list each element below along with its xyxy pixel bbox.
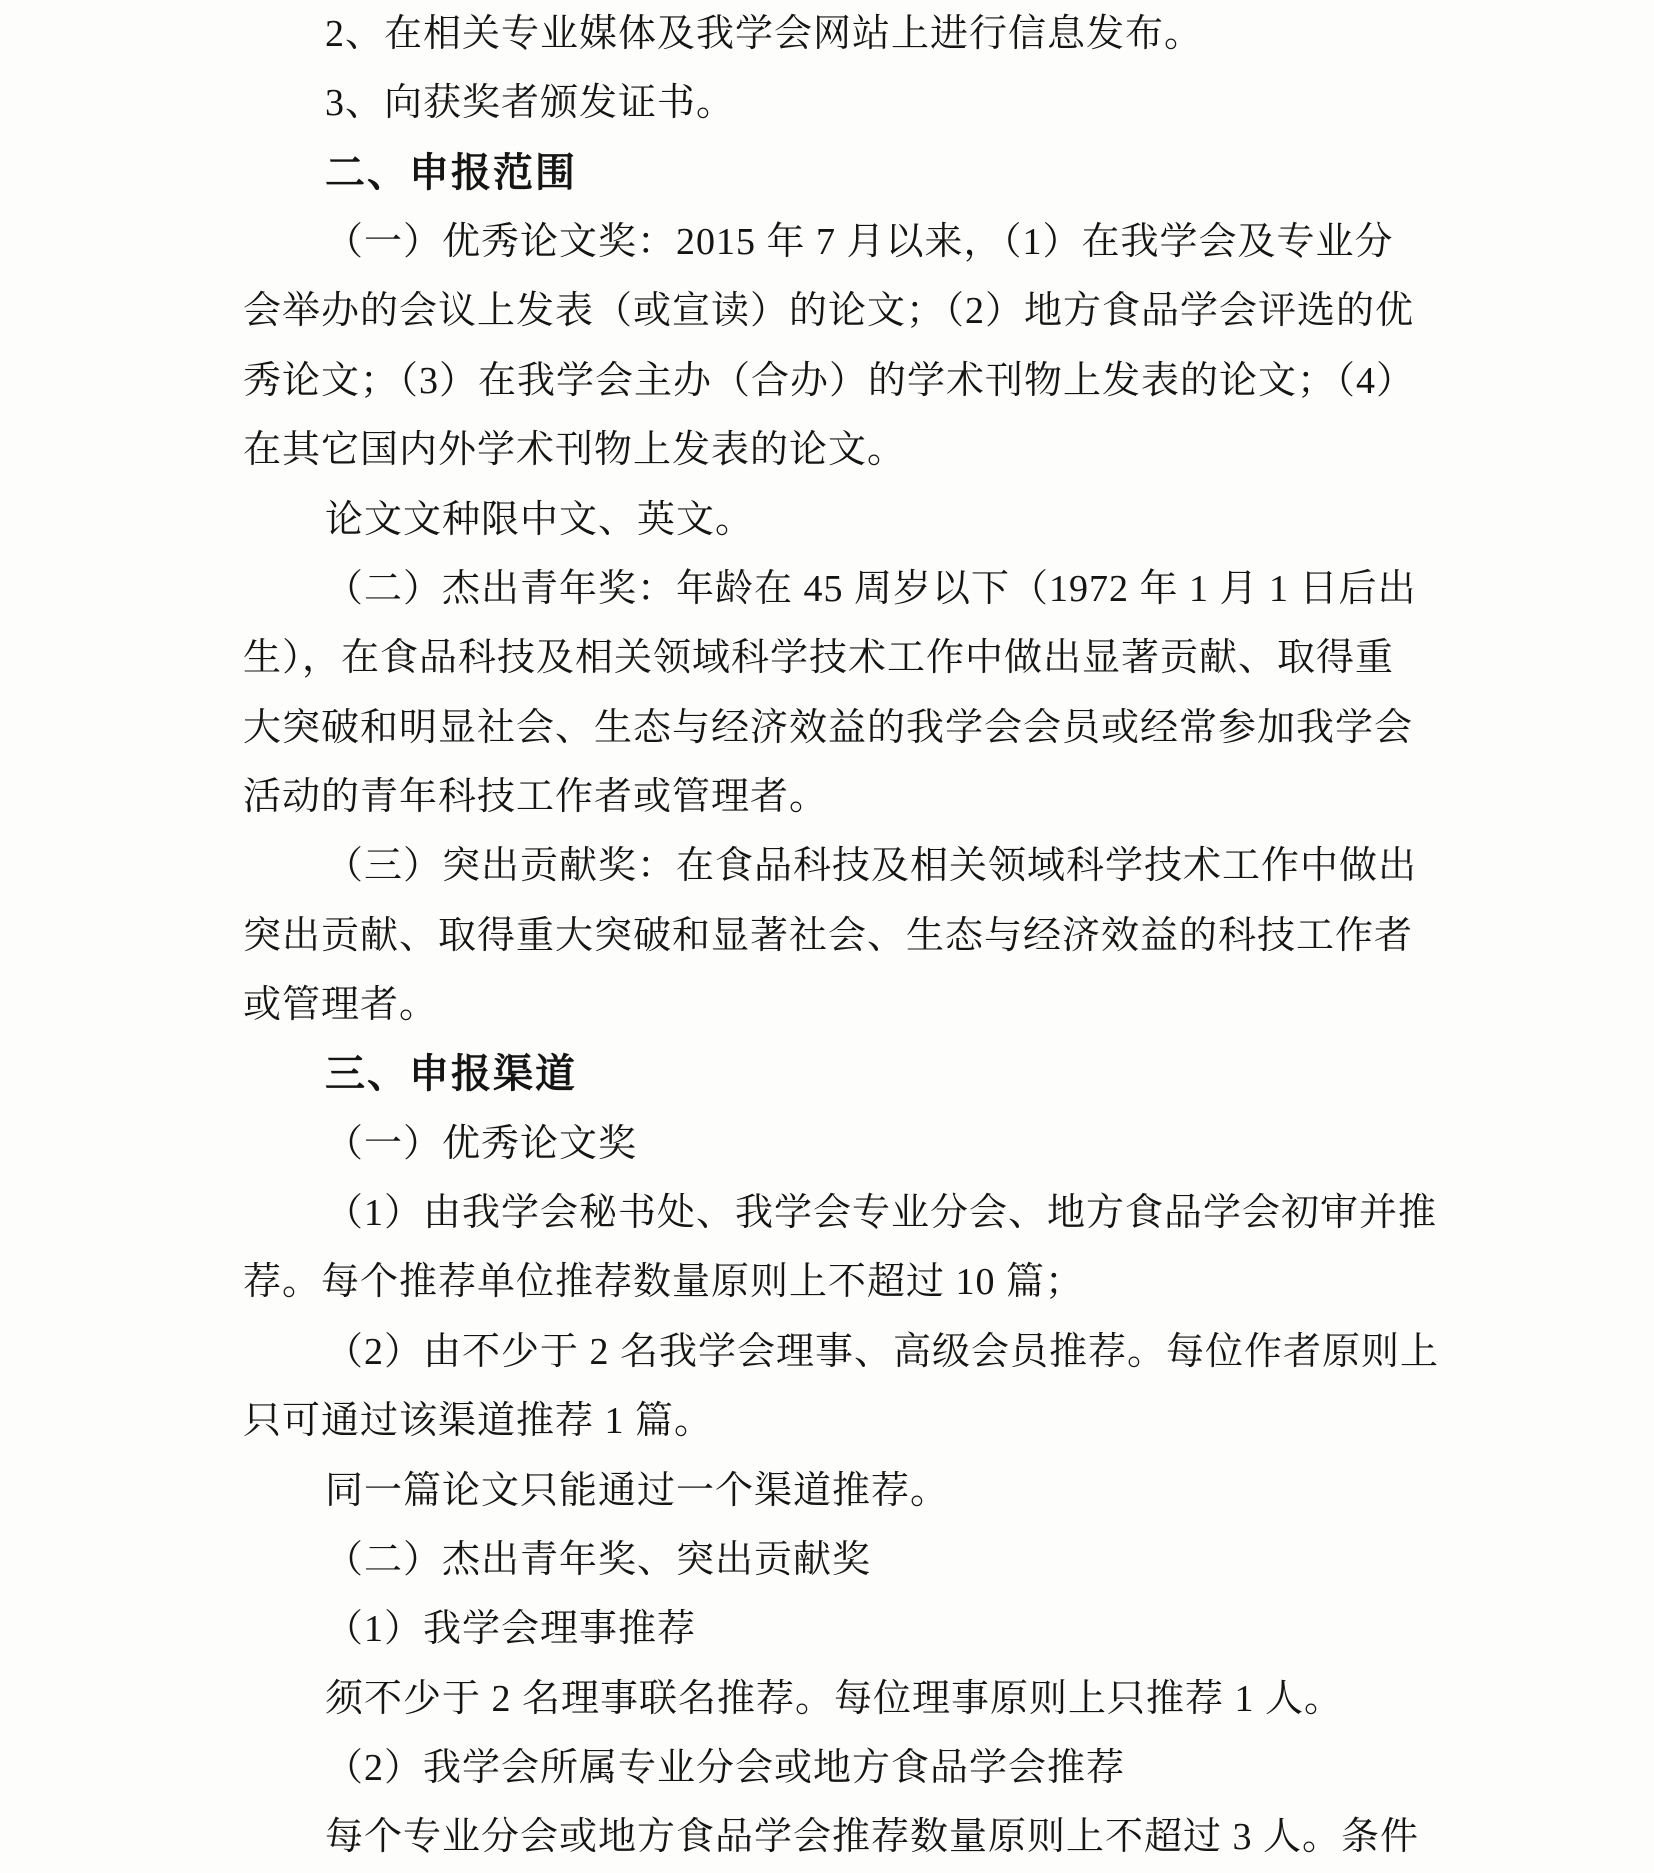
document-line: （二）杰出青年奖、突出贡献奖 (325, 1538, 872, 1581)
document-line: （一）优秀论文奖：2015 年 7 月以来，（1）在我学会及专业分 (325, 221, 1394, 264)
document-line: （2）我学会所属专业分会或地方食品学会推荐 (325, 1746, 1126, 1789)
document-line: 3、向获奖者颁发证书。 (325, 82, 736, 125)
document-line: （三）突出贡献奖：在食品科技及相关领域科学技术工作中做出 (325, 845, 1418, 888)
document-line: 或管理者。 (243, 984, 439, 1027)
document-line: （2）由不少于 2 名我学会理事、高级会员推荐。每位作者原则上 (325, 1330, 1440, 1373)
document-line: 秀论文；（3）在我学会主办（合办）的学术刊物上发表的论文；（4） (243, 359, 1416, 402)
document-line: （1）我学会理事推荐 (325, 1608, 697, 1651)
document-line: 论文文种限中文、英文。 (325, 498, 755, 541)
document-body (243, 0, 1440, 1873)
section-heading: 三、申报渠道 (325, 1052, 577, 1097)
document-line: 每个专业分会或地方食品学会推荐数量原则上不超过 3 人。条件 (325, 1816, 1420, 1859)
document-line: 2、在相关专业媒体及我学会网站上进行信息发布。 (325, 13, 1204, 55)
section-heading: 二、申报范围 (325, 150, 577, 195)
document-line: 会举办的会议上发表（或宣读）的论文；（2）地方食品学会评选的优 (243, 290, 1415, 333)
document-line: 同一篇论文只能通过一个渠道推荐。 (325, 1469, 950, 1512)
document-line: （一）优秀论文奖 (325, 1122, 638, 1165)
document-line: 活动的青年科技工作者或管理者。 (243, 775, 829, 818)
document-line: 在其它国内外学术刊物上发表的论文。 (243, 429, 907, 472)
document-line: 生），在食品科技及相关领域科学技术工作中做出显著贡献、取得重 (243, 637, 1395, 680)
document-line: （1）由我学会秘书处、我学会专业分会、地方食品学会初审并推 (325, 1192, 1438, 1235)
document-line: 须不少于 2 名理事联名推荐。每位理事原则上只推荐 1 人。 (325, 1677, 1344, 1720)
document-line: 只可通过该渠道推荐 1 篇。 (243, 1400, 714, 1443)
document-line: 大突破和明显社会、生态与经济效益的我学会会员或经常参加我学会 (243, 706, 1414, 749)
document-line: 荐。每个推荐单位推荐数量原则上不超过 10 篇； (243, 1261, 1085, 1304)
document-line: （二）杰出青年奖：年龄在 45 周岁以下（1972 年 1 月 1 日后出 (325, 567, 1417, 610)
document-line: 突出贡献、取得重大突破和显著社会、生态与经济效益的科技工作者 (243, 914, 1414, 957)
